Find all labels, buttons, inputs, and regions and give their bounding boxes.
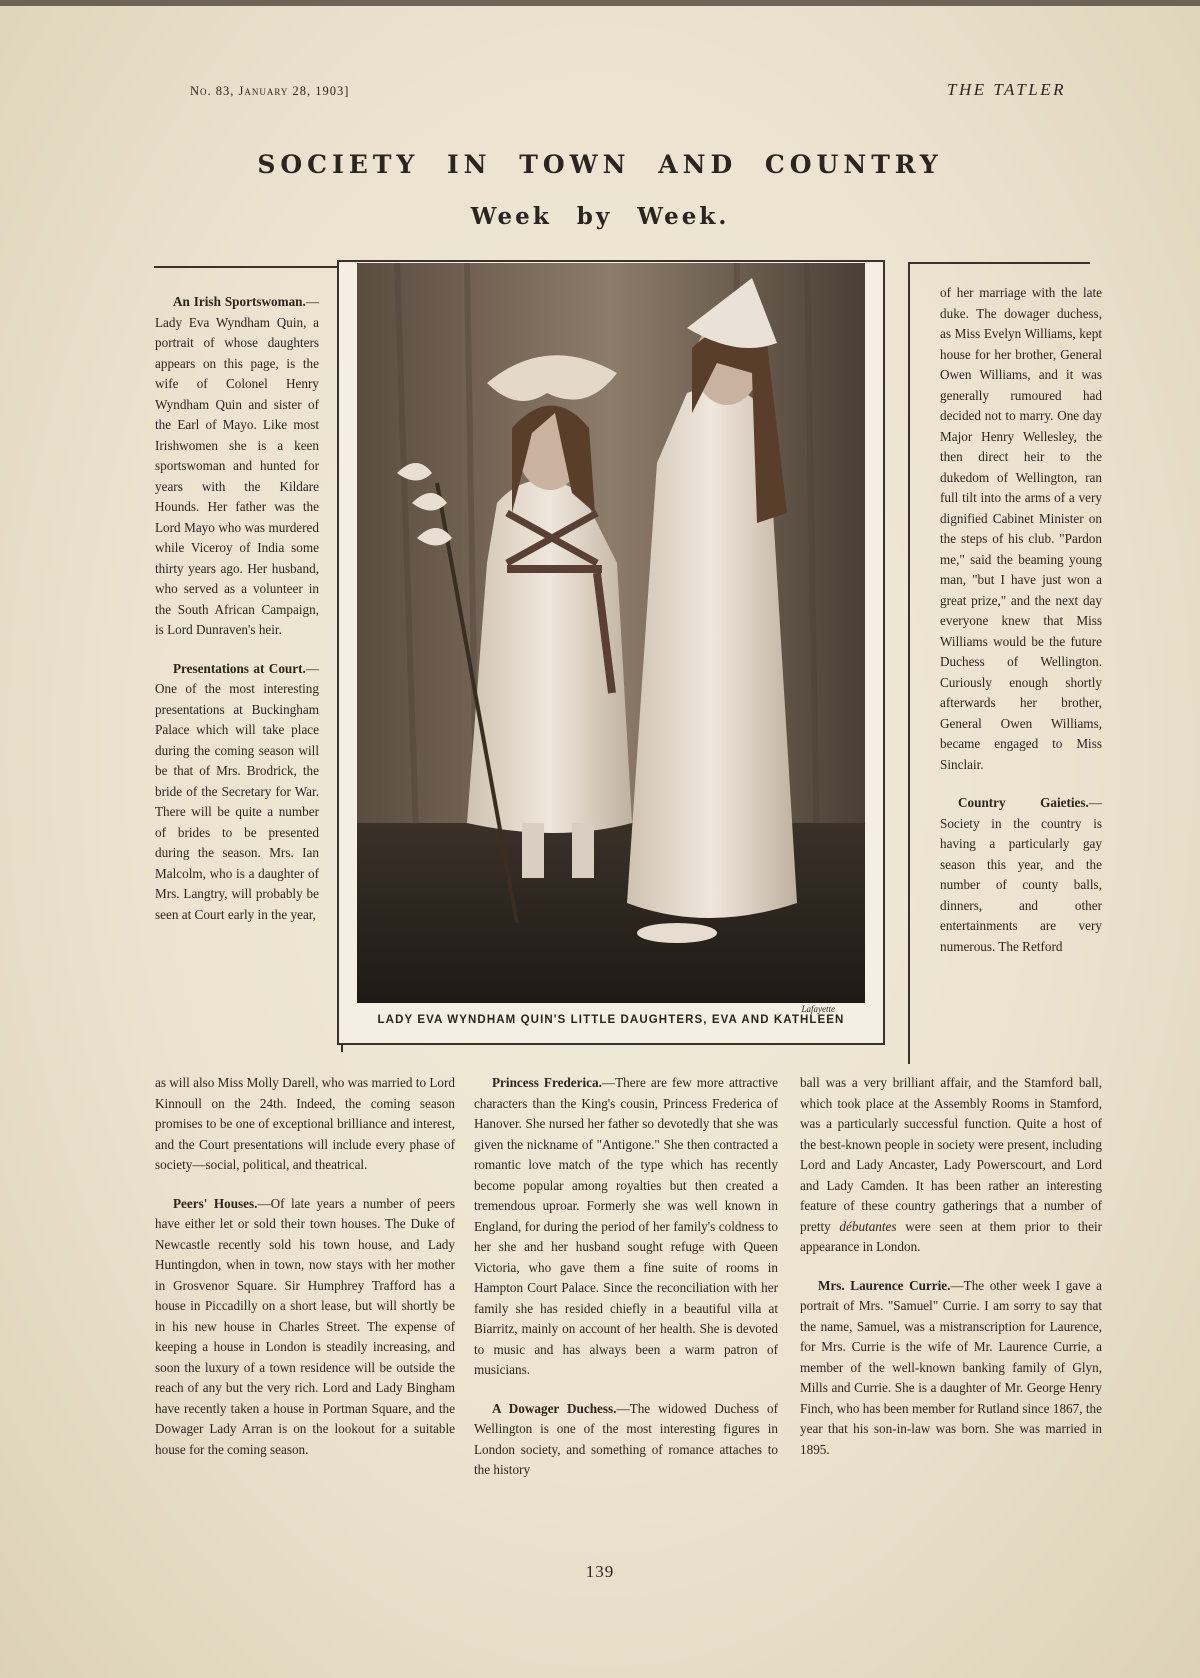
article-body: ball was a very brilliant affair, and the Stamford ball, which took place at the Assembly Rooms in Stamford, was a particularly successful function. Quite a host of the best-known people in society were present, including Lord and Lady Ancaster, Lady Powerscourt, and Lord and Lady Camden. It has been rather an interesting feature of these country gatherings that a number of pretty [800, 1075, 1102, 1234]
article-body: —Of late years a number of peers have either let or sold their town houses. The Duke of Newcastle recently sold his town house, and Lady Huntingdon, when in town, now stays with her mother in Grosvenor Square. Sir Humphrey Trafford has a house in Piccadilly on a short lease, but will shortly be in his new house in Charles Street. The expense of keeping a house in London is steadily increasing, and soon the luxury of a town residence will be outside the reach of any but the very rich. Lord and Lady Bingham have recently taken a house in Portman Square, and the Dowager Lady Arran is on the lookout for a suitable house for the coming season. [155, 1195, 455, 1457]
left-narrow-column [155, 292, 319, 925]
portrait-photograph [357, 263, 865, 1003]
portrait-illustration [357, 263, 865, 1003]
article-title: Princess Frederica. [492, 1075, 602, 1090]
article-presentations [155, 659, 319, 926]
issue-line: No. 83, January 28, 1903] [190, 84, 350, 98]
article-body: were seen at them prior to their appearance in London. [800, 1218, 1103, 1254]
bottom-column-3 [800, 1073, 1102, 1460]
article-title: An Irish Sportswoman. [173, 294, 306, 309]
article-title: Presentations at Court. [173, 660, 306, 676]
page-headline: SOCIETY IN TOWN AND COUNTRY [257, 150, 943, 179]
article-presentations-continued: as will also Miss Molly Darell, who was married to Lord Kinnoull on the 24th. Indeed, the coming season promises to be one of exceptional brilliance and interest, and the Court presentations will include every phase of society—social, political, and theatrical. [155, 1075, 455, 1172]
article-dowager [474, 1399, 778, 1481]
bottom-column-2 [474, 1073, 778, 1481]
bottom-column-1 [155, 1073, 455, 1460]
article-title: Mrs. Laurence Currie. [818, 1277, 951, 1293]
article-title: A Dowager Duchess. [492, 1400, 617, 1416]
article-body: —Society in the country is having a particularly gay season this year, and the number of county balls, dinners, and other entertainments are very numerous. The Retford [940, 795, 1102, 954]
article-currie [800, 1276, 1102, 1461]
article-body-emphasis: débutantes [839, 1218, 897, 1234]
article-dowager-continued: of her marriage with the late duke. The dowager duchess, as Miss Evelyn Williams, kept house for her brother, General Owen Williams, and it was generally rumoured had decided not to marry. One day Major Henry Wellesley, the then direct heir to the dukedom of Wellington, ran full tilt into the arms of a very dignified Cabinet Minister on the steps of his club. "Pardon me," said the beaming young man, "but I have just won a great prize," and the next day everyone knew that Miss Williams would be the future Duchess of Wellington. Curiously enough shortly afterwards her brother, General Owen Williams, became engaged to Miss Sinclair. [940, 285, 1102, 772]
article-title: Country Gaieties. [958, 795, 1089, 810]
page-subheadline: Week by Week. [470, 203, 730, 230]
article-title: Peers' Houses. [173, 1195, 258, 1211]
article-body: —The widowed Duchess of Wellington is one of the most interesting figures in London society, and something of romance attaches to the history [474, 1400, 778, 1477]
article-country-continued [800, 1073, 1102, 1258]
photo-credit: Lafayette [801, 1004, 835, 1014]
page-number: 139 [585, 1562, 615, 1581]
article-country [940, 793, 1102, 957]
article-irish [155, 292, 319, 641]
article-body: —One of the most interesting presentations at Buckingham Palace which will take place during the coming season will be that of Mrs. Brodrick, the bride of the Secretary for War. There will be quite a number of brides to be presented during the season. Mrs. Ian Malcolm, who is a daughter of Mrs. Langtry, will probably be seen at Court early in the year, [155, 660, 319, 922]
article-peers [155, 1194, 455, 1461]
article-body: —Lady Eva Wyndham Quin, a portrait of whose daughters appears on this page, is the wife of Colonel Henry Wyndham Quin and sister of the Earl of Mayo. Like most Irishwomen she is a keen sportswoman and hunted for years with the Kildare Hounds. Her father was the Lord Mayo who was murdered while Viceroy of India some thirty years ago. Her husband, who served as a volunteer in the South African Campaign, is Lord Dunraven's heir. [155, 294, 319, 637]
photo-caption: LADY EVA WYNDHAM QUIN'S LITTLE DAUGHTERS, EVA AND KATHLEEN [377, 1014, 845, 1026]
article-body: —There are few more attractive characters than the King's cousin, Princess Frederica of Hanover. She nursed her father so devotedly that she was given the nickname of "Antigone." She then contracted a romantic love match of the type which has recently become popular among royalties but then created a tremendous uproar. Formerly she was well known in England, for during the period of her family's coldness to her she and her husband sought refuge with Queen Victoria, who gave them a fine suite of rooms in Hampton Court Palace. Since the reconciliation with her family she has resided chiefly in a beautiful villa at Biarritz, mainly on account of her health. She is devoted to music and has always been a warm patron of musicians. [474, 1075, 778, 1377]
right-narrow-column [940, 283, 1102, 957]
article-frederica [474, 1073, 778, 1381]
photo-frame [337, 260, 885, 1045]
article-body: —The other week I gave a portrait of Mrs. "Samuel" Currie. I am sorry to say that the name, Samuel, was a mistranscription for Laurence, for Mrs. Currie is the wife of Mr. Laurence Currie, a member of the well-known banking family of Glyn, Mills and Currie. She is a daughter of Mr. George Henry Finch, who has been member for Rutland since 1867, the year that his son-in-law was born. She was married in 1895. [800, 1277, 1103, 1457]
magazine-title: THE TATLER [947, 80, 1066, 99]
